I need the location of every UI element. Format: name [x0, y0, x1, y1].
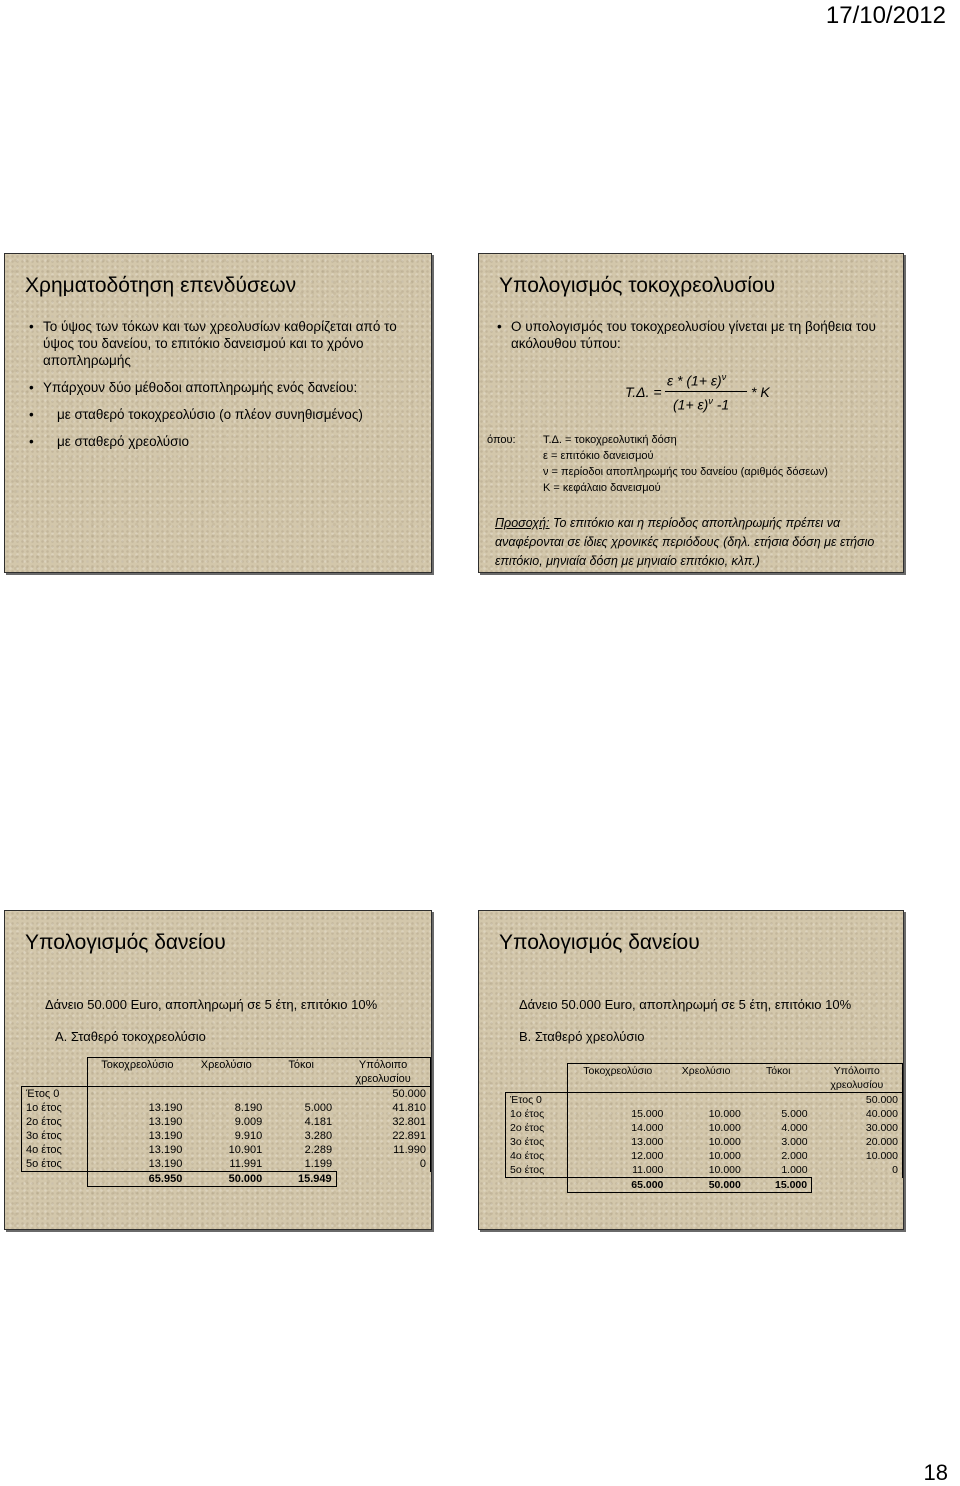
- slide-loan-fixed-principal: [478, 910, 904, 1230]
- sub-bullet-item: • με σταθερό χρεολύσιο: [29, 433, 419, 450]
- table-row: 3ο έτος 13.000 10.000 3.000 20.000: [506, 1135, 903, 1149]
- column-header: Τοκοχρεολύσιο: [88, 1058, 186, 1087]
- table-row: 2ο έτος 13.190 9.009 4.181 32.801: [22, 1115, 431, 1129]
- table-row: 2ο έτος 14.000 10.000 4.000 30.000: [506, 1121, 903, 1135]
- table-row: Έτος 0 50.000: [22, 1087, 431, 1102]
- table-row: 4ο έτος 13.190 10.901 2.289 11.990: [22, 1143, 431, 1157]
- column-header: Υπόλοιπο χρεολυσίου: [812, 1064, 903, 1093]
- definition-line: Κ = κεφάλαιο δανεισμού: [543, 482, 661, 494]
- definitions-label: όπου:: [487, 434, 516, 446]
- column-header: Τόκοι: [745, 1064, 812, 1093]
- slide-title: Υπολογισμός τοκοχρεολυσίου: [499, 274, 776, 297]
- bullet-list: [497, 318, 877, 362]
- column-header: Υπόλοιπο χρεολυσίου: [336, 1058, 430, 1087]
- method-label: Β. Σταθερό χρεολύσιο: [519, 1029, 645, 1044]
- slide-loan-fixed-annuity: [4, 910, 432, 1230]
- table-row: 1ο έτος 15.000 10.000 5.000 40.000: [506, 1107, 903, 1121]
- table-row: 5ο έτος 11.000 10.000 1.000 0: [506, 1163, 903, 1178]
- column-header: Χρεολύσιο: [186, 1058, 266, 1087]
- column-header: Τοκοχρεολύσιο: [568, 1064, 668, 1093]
- table-row: 4ο έτος 12.000 10.000 2.000 10.000: [506, 1149, 903, 1163]
- slide-annuity-calc: [478, 253, 904, 573]
- note-label: Προσοχή:: [495, 516, 550, 530]
- column-header: Χρεολύσιο: [667, 1064, 744, 1093]
- attention-note: [495, 514, 895, 571]
- amortization-table: [505, 1063, 903, 1193]
- column-header: Τόκοι: [266, 1058, 336, 1087]
- slide-title: Υπολογισμός δανείου: [499, 931, 700, 954]
- slide-title: Χρηματοδότηση επενδύσεων: [25, 274, 297, 297]
- formula-denominator: $(1+ \varepsilon)^\nu$ -1: [673, 396, 730, 413]
- totals-row: 65.000 50.000 15.000: [506, 1178, 903, 1193]
- bullet-item: • Το ύψος των τόκων και των χρεολυσίων καθορίζεται από το ύψος του δανείου, το επιτόκιο δανεισμού και το χρόνο αποπληρωμής: [29, 318, 419, 369]
- bullet-item: • Ο υπολογισμός του τοκοχρεολυσίου γίνεται με τη βοήθεια του ακόλουθου τύπου:: [497, 318, 877, 352]
- formula-numerator: $\varepsilon * (1+ \varepsilon)^\nu$: [667, 372, 727, 389]
- method-label: Α. Σταθερό τοκοχρεολύσιο: [55, 1029, 206, 1044]
- bullet-list: [29, 318, 419, 460]
- header-date: 17/10/2012: [825, 2, 946, 29]
- note-text: Το επιτόκιο και η περίοδος αποπληρωμής πρέπει να αναφέρονται σε ίδιες χρονικές περιόδους (δηλ. ετήσια δόση με ετήσιο επιτόκιο, μηνιαία δόση με μηνιαίο επιτόκιο, κλπ.): [495, 516, 875, 568]
- table-row: 5ο έτος 13.190 11.991 1.199 0: [22, 1157, 431, 1172]
- table-row: 1ο έτος 13.190 8.190 5.000 41.810: [22, 1101, 431, 1115]
- sub-bullet-item: • με σταθερό τοκοχρεολύσιο (ο πλέον συνηθισμένος): [29, 406, 419, 423]
- formula-rhs: * K: [751, 384, 770, 400]
- amortization-table: [21, 1057, 431, 1187]
- page-number: 18: [923, 1460, 948, 1485]
- definition-line: ε = επιτόκιο δανεισμού: [543, 450, 654, 462]
- slide-financing: [4, 253, 432, 573]
- fraction-bar: [665, 391, 747, 392]
- bullet-item: • Υπάρχουν δύο μέθοδοι αποπληρωμής ενός δανείου:: [29, 379, 419, 396]
- table-row: 3ο έτος 13.190 9.910 3.280 22.891: [22, 1129, 431, 1143]
- formula-lhs: Τ.Δ. =: [625, 384, 662, 400]
- slide-title: Υπολογισμός δανείου: [25, 931, 226, 954]
- definition-line: ν = περίοδοι αποπληρωμής του δανείου (αριθμός δόσεων): [543, 466, 828, 478]
- loan-description: Δάνειο 50.000 Euro, αποπληρωμή σε 5 έτη, επιτόκιο 10%: [45, 997, 378, 1012]
- loan-description: Δάνειο 50.000 Euro, αποπληρωμή σε 5 έτη, επιτόκιο 10%: [519, 997, 852, 1012]
- totals-row: 65.950 50.000 15.949: [22, 1172, 431, 1187]
- table-row: Έτος 0 50.000: [506, 1093, 903, 1108]
- definition-line: Τ.Δ. = τοκοχρεολυτική δόση: [543, 434, 677, 446]
